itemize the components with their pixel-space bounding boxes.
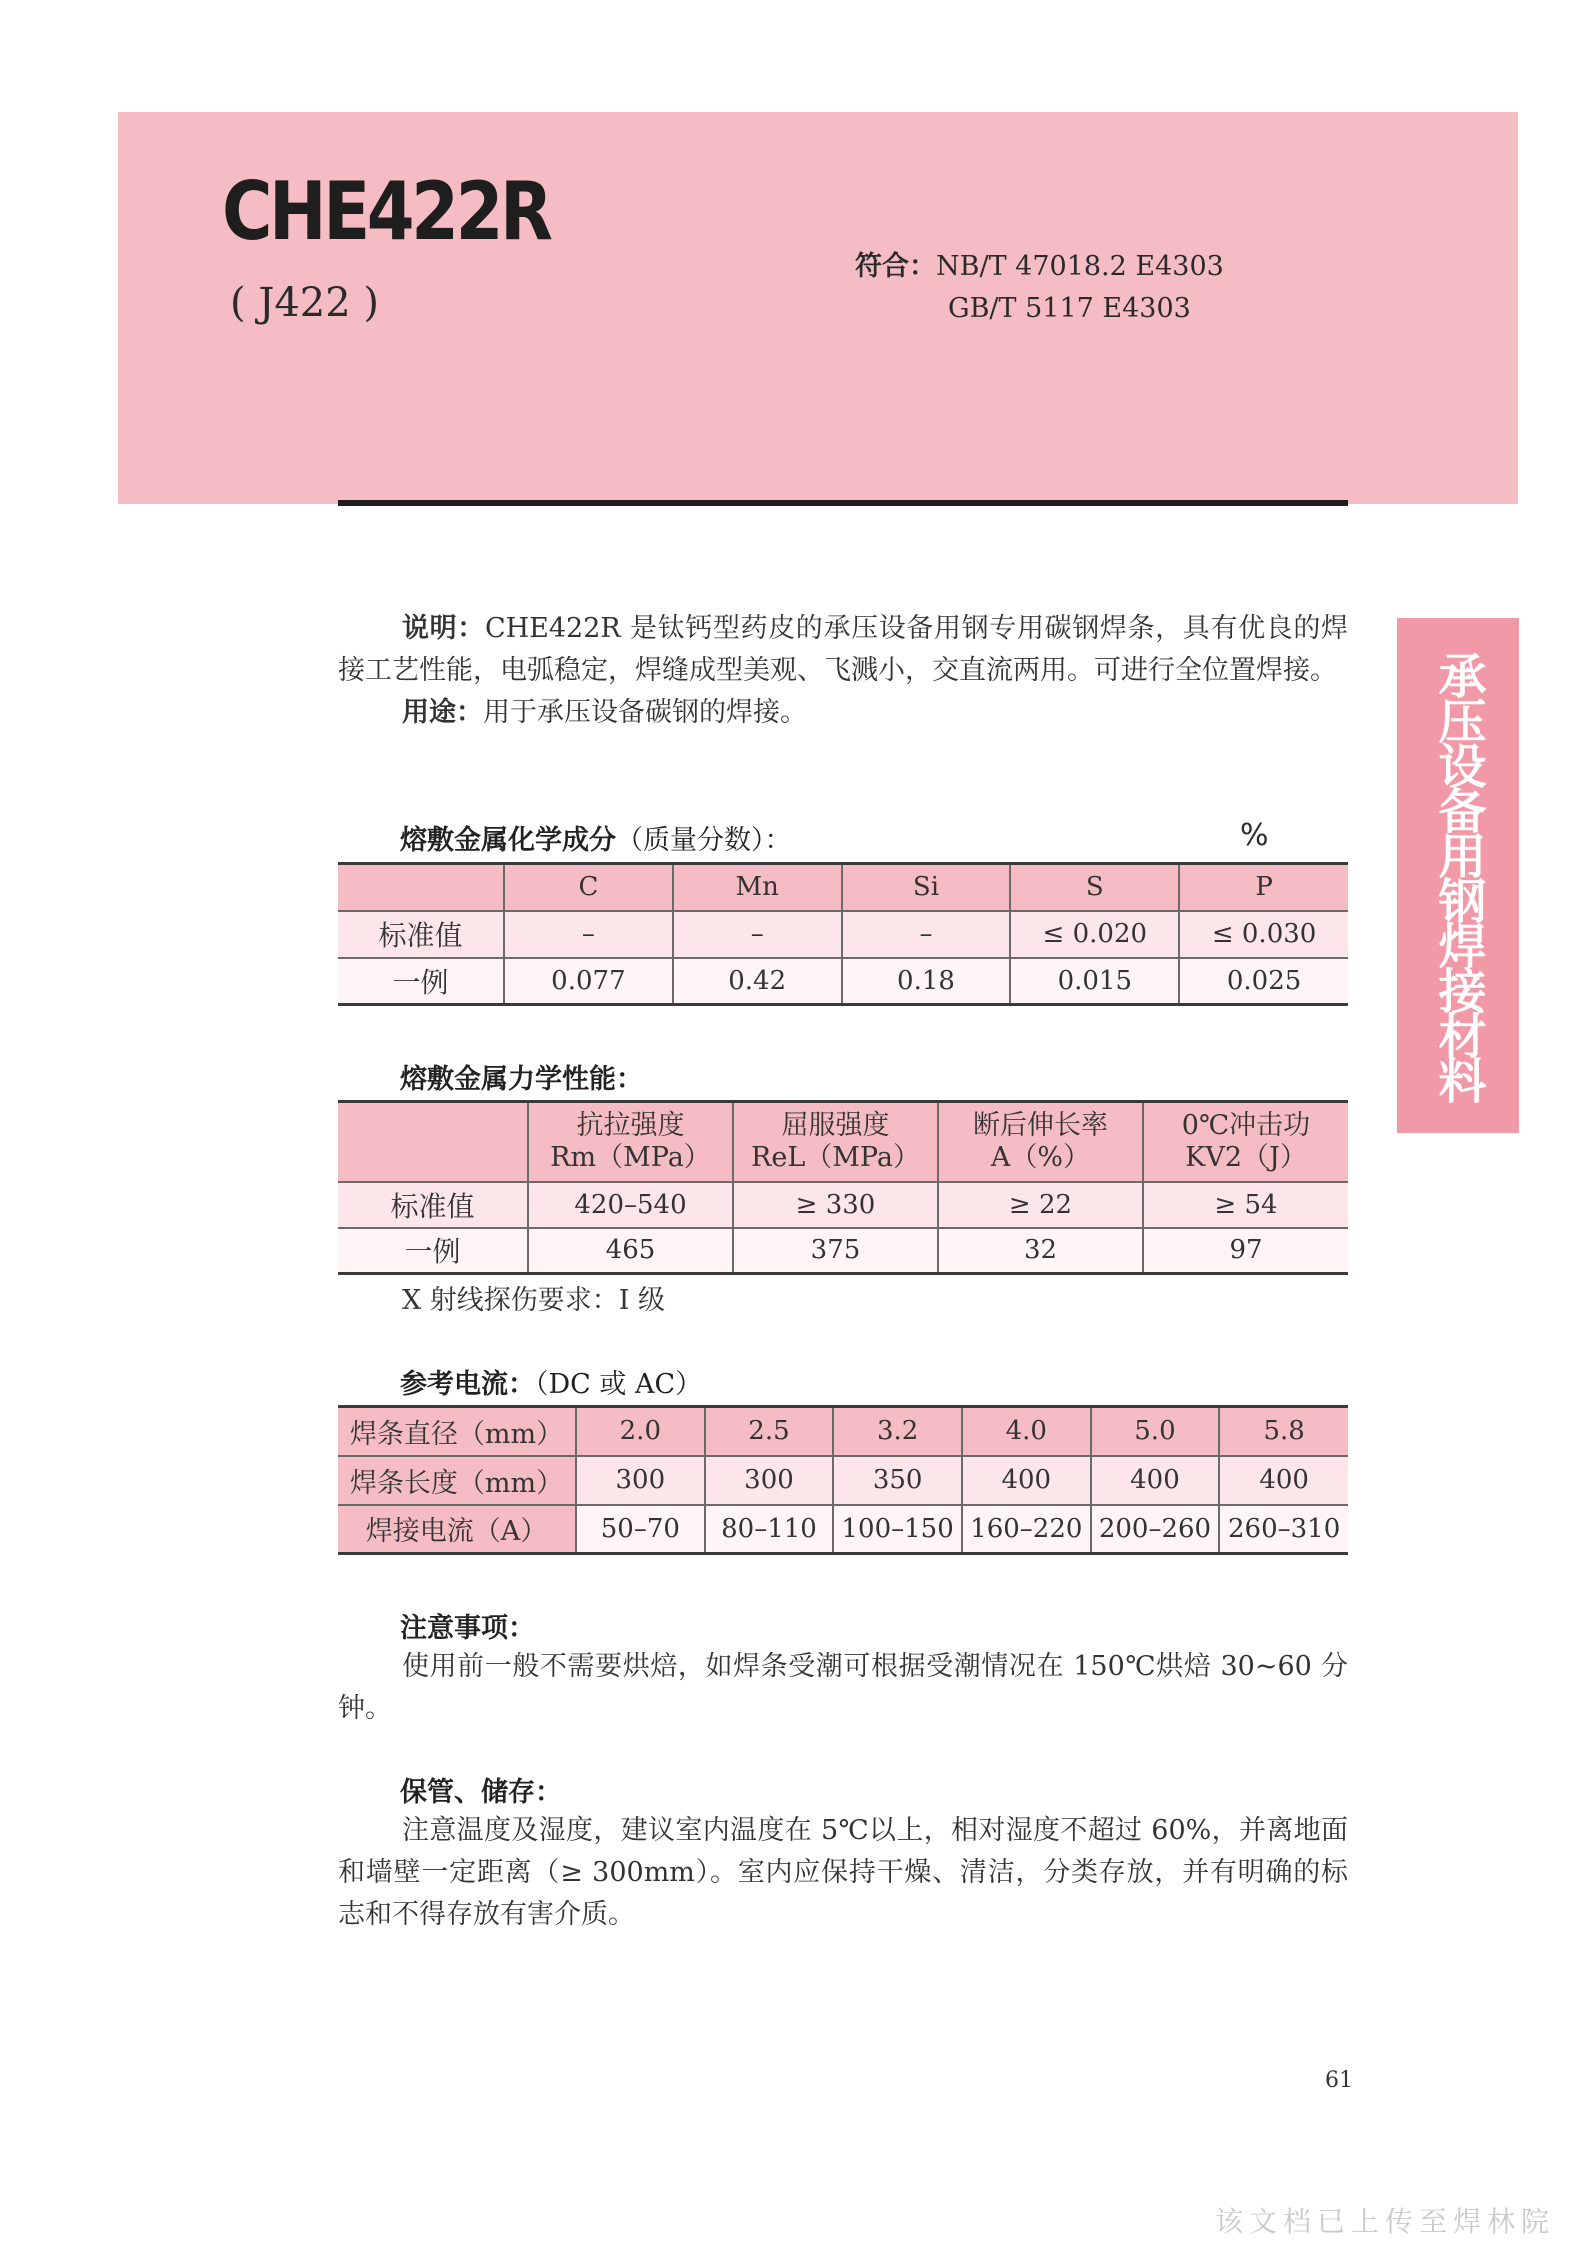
row-header-cell: 标准值 <box>338 1182 528 1228</box>
notes-block <box>338 1646 1348 1730</box>
table-cell: 350 <box>833 1456 962 1505</box>
table-header-cell: Si <box>842 864 1011 911</box>
chemical-section-title <box>400 818 792 857</box>
table-cell: 420–540 <box>528 1182 733 1228</box>
description-paragraph <box>338 608 1348 692</box>
table-cell: – <box>842 911 1011 958</box>
table-cell: 375 <box>733 1228 938 1274</box>
current-section-title <box>400 1362 702 1401</box>
standard-1: NB/T 47018.2 E4303 <box>936 251 1224 282</box>
category-label: 承压设备用钢焊接材料 <box>1430 650 1486 1101</box>
table-header-row <box>338 864 1348 911</box>
table-cell: 300 <box>705 1456 834 1505</box>
table-row <box>338 1182 1348 1228</box>
table-cell: 0.025 <box>1179 958 1348 1005</box>
page-number: 61 <box>1325 2068 1353 2093</box>
table-header-cell <box>1143 1102 1348 1182</box>
table-cell: ≤ 0.030 <box>1179 911 1348 958</box>
table-cell: 3.2 <box>833 1407 962 1456</box>
table-header-row <box>338 1102 1348 1182</box>
row-header-cell: 标准值 <box>338 911 504 958</box>
row-header-cell: 焊接电流（A） <box>338 1505 576 1554</box>
table-cell: 97 <box>1143 1228 1348 1274</box>
column-name: 屈服强度 <box>781 1109 890 1141</box>
table-row <box>338 1456 1348 1505</box>
product-code: CHE422R <box>222 165 550 258</box>
column-unit: Rm（MPa） <box>550 1141 711 1173</box>
table-cell: 400 <box>1091 1456 1220 1505</box>
table-header-cell <box>528 1102 733 1182</box>
row-header-cell: 一例 <box>338 958 504 1005</box>
standard-2: GB/T 5117 E4303 <box>948 293 1191 324</box>
conform-label: 符合： <box>855 251 936 282</box>
table-row <box>338 1505 1348 1554</box>
table-header-cell: C <box>504 864 673 911</box>
table-cell: 0.077 <box>504 958 673 1005</box>
mechanical-properties-table <box>338 1100 1348 1275</box>
table-cell: 2.0 <box>576 1407 705 1456</box>
usage-paragraph <box>338 692 1348 734</box>
conformity-standards <box>855 246 1224 324</box>
storage-text: 注意温度及湿度，建议室内温度在 5℃以上，相对湿度不超过 60%，并离地面和墙壁一定距离（≥ 300mm）。室内应保持干燥、清洁，分类存放，并有明确的标志和不得存放有害介质。 <box>338 1815 1348 1930</box>
notes-text: 使用前一般不需要烘焙，如焊条受潮可根据受潮情况在 150℃烘焙 30~60 分钟。 <box>338 1651 1348 1724</box>
table-cell: 0.42 <box>673 958 842 1005</box>
watermark: 该文档已上传至焊林院 <box>1215 2205 1556 2238</box>
reference-current-table <box>338 1405 1348 1555</box>
table-header-cell: P <box>1179 864 1348 911</box>
table-cell: ≥ 54 <box>1143 1182 1348 1228</box>
table-cell: 465 <box>528 1228 733 1274</box>
column-unit: KV2（J） <box>1185 1141 1307 1173</box>
column-name: 0℃冲击功 <box>1181 1109 1311 1141</box>
table-cell: 32 <box>938 1228 1143 1274</box>
table-cell: ≤ 0.020 <box>1010 911 1179 958</box>
mechanical-section-title: 熔敷金属力学性能： <box>400 1064 643 1095</box>
chemical-unit: % <box>1240 818 1269 853</box>
table-row <box>338 911 1348 958</box>
xray-requirement: X 射线探伤要求：I 级 <box>402 1285 666 1316</box>
chemical-title: 熔敷金属化学成分 <box>400 825 616 856</box>
current-title: 参考电流： <box>400 1369 535 1400</box>
table-cell: 260–310 <box>1219 1505 1348 1554</box>
usage-label: 用途： <box>402 697 483 728</box>
table-cell: 50–70 <box>576 1505 705 1554</box>
product-alias: ( J422 ) <box>230 280 380 326</box>
table-header-cell <box>733 1102 938 1182</box>
table-cell: 5.8 <box>1219 1407 1348 1456</box>
table-cell: – <box>673 911 842 958</box>
table-cell: 5.0 <box>1091 1407 1220 1456</box>
table-header-cell <box>338 864 504 911</box>
usage-text: 用于承压设备碳钢的焊接。 <box>483 697 807 728</box>
table-cell: 300 <box>576 1456 705 1505</box>
table-cell: 400 <box>962 1456 1091 1505</box>
notes-title: 注意事项： <box>400 1613 535 1644</box>
table-cell: ≥ 22 <box>938 1182 1143 1228</box>
table-cell: 160–220 <box>962 1505 1091 1554</box>
storage-block <box>338 1810 1348 1936</box>
description-block <box>338 608 1348 734</box>
table-cell: 0.18 <box>842 958 1011 1005</box>
chemical-subtitle: （质量分数）： <box>616 825 792 856</box>
table-cell: ≥ 330 <box>733 1182 938 1228</box>
table-header-cell <box>938 1102 1143 1182</box>
table-header-cell: Mn <box>673 864 842 911</box>
column-name: 断后伸长率 <box>973 1109 1108 1141</box>
description-label: 说明： <box>402 613 485 644</box>
description-text: CHE422R 是钛钙型药皮的承压设备用钢专用碳钢焊条，具有优良的焊接工艺性能，电弧稳定，焊缝成型美观、飞溅小，交直流两用。可进行全位置焊接。 <box>338 613 1349 686</box>
storage-title: 保管、储存： <box>400 1777 562 1808</box>
table-row <box>338 958 1348 1005</box>
row-header-cell: 焊条长度（mm） <box>338 1456 576 1505</box>
table-cell: – <box>504 911 673 958</box>
table-row <box>338 1228 1348 1274</box>
category-side-tab <box>1397 618 1519 1133</box>
table-cell: 80–110 <box>705 1505 834 1554</box>
table-cell: 2.5 <box>705 1407 834 1456</box>
table-header-cell: S <box>1010 864 1179 911</box>
table-cell: 200–260 <box>1091 1505 1220 1554</box>
current-subtitle: （DC 或 AC） <box>535 1369 703 1400</box>
table-row <box>338 1407 1348 1456</box>
table-header-cell <box>338 1102 528 1182</box>
column-unit: ReL（MPa） <box>751 1141 920 1173</box>
table-cell: 0.015 <box>1010 958 1179 1005</box>
row-header-cell: 一例 <box>338 1228 528 1274</box>
header-divider <box>338 500 1348 506</box>
chemical-composition-table <box>338 862 1348 1006</box>
table-cell: 4.0 <box>962 1407 1091 1456</box>
column-name: 抗拉强度 <box>576 1109 685 1141</box>
table-cell: 400 <box>1219 1456 1348 1505</box>
row-header-cell: 焊条直径（mm） <box>338 1407 576 1456</box>
table-cell: 100–150 <box>833 1505 962 1554</box>
column-unit: A（%） <box>990 1141 1091 1173</box>
